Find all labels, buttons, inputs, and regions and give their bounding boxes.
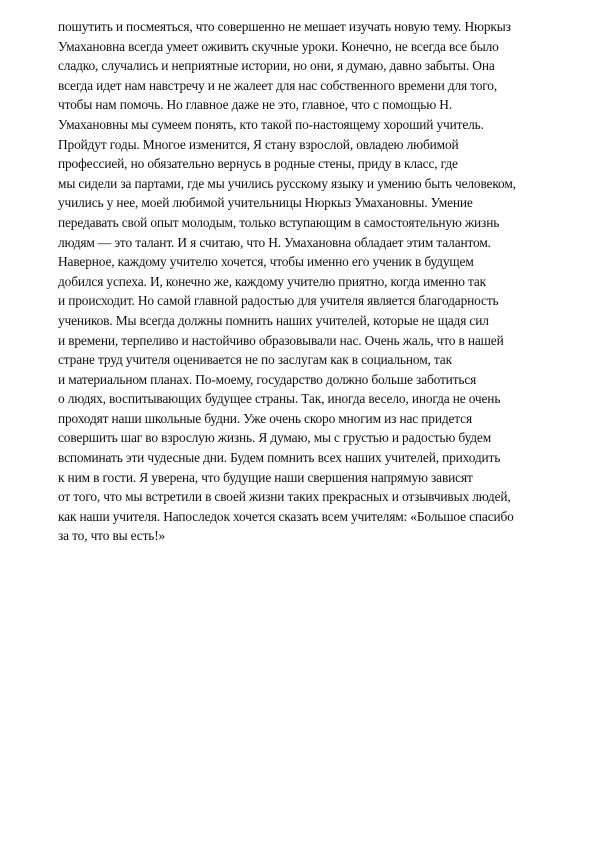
text-line: о людях, воспитывающих будущее страны. Так, иногда весело, иногда не очень xyxy=(58,391,501,407)
text-line: совершить шаг во взрослую жизнь. Я думаю, мы с грустью и радостью будем xyxy=(58,430,492,446)
text-line: учились у нее, моей любимой учительницы Нюркыз Умахановны. Умение xyxy=(58,195,473,211)
text-line: от того, что мы встретили в своей жизни таких прекрасных и отзывчивых людей, xyxy=(58,489,511,505)
text-line: Умахановна всегда умеет оживить скучные уроки. Конечно, не всегда все было xyxy=(58,38,499,54)
text-line: Умахановны мы сумеем понять, кто такой по-настоящему хороший учитель. xyxy=(58,116,484,132)
text-line: людям — это талант. И я считаю, что Н. Умахановна обладает этим талантом. xyxy=(58,234,491,250)
text-line: и времени, терпеливо и настойчиво образовывали нас. Очень жаль, что в нашей xyxy=(58,332,504,348)
text-line: мы сидели за партами, где мы учились русскому языку и умению быть человеком, xyxy=(58,175,516,191)
text-line: всегда идет нам навстречу и не жалеет для нас собственного времени для того, xyxy=(58,77,498,93)
text-line: передавать свой опыт молодым, только вступающим в самостоятельную жизнь xyxy=(58,214,500,230)
text-line: и происходит. Но самой главной радостью для учителя является благодарность xyxy=(58,293,499,309)
text-line: к ним в гости. Я уверена, что будущие наши свершения напрямую зависят xyxy=(58,469,473,485)
text-line: сладко, случались и неприятные истории, но они, я думаю, давно забыты. Она xyxy=(58,58,495,74)
text-line: пошутить и посмеяться, что совершенно не мешает изучать новую тему. Нюркыз xyxy=(58,19,511,34)
text-line: Наверное, каждому учителю хочется, чтобы именно его ученик в будущем xyxy=(58,254,474,270)
text-line: за то, что вы есть!» xyxy=(58,528,166,544)
text-line: чтобы нам помочь. Но главное даже не это, главное, что с помощью Н. xyxy=(58,97,453,113)
text-line: профессией, но обязательно вернусь в родные стены, приду в класс, где xyxy=(58,156,458,172)
text-line: учеников. Мы всегда должны помнить наших учителей, которые не щадя сил xyxy=(58,312,489,328)
text-line: стране труд учителя оценивается не по заслугам как в социальном, так xyxy=(58,352,452,368)
text-line: Пройдут годы. Многое изменится, Я стану взрослой, овладею любимой xyxy=(58,136,459,152)
essay-text xyxy=(58,17,588,546)
text-line: проходят наши школьные будни. Уже очень скоро многим из нас придется xyxy=(58,410,472,426)
text-line: вспоминать эти чудесные дни. Будем помнить всех наших учителей, приходить xyxy=(58,450,501,466)
text-line: как наши учителя. Напоследок хочется сказать всем учителям: «Большое спасибо xyxy=(58,508,514,524)
text-line: и материальном планах. По-моему, государство должно больше заботиться xyxy=(58,371,477,387)
text-line: добился успеха. И, конечно же, каждому учителю приятно, когда именно так xyxy=(58,273,487,289)
